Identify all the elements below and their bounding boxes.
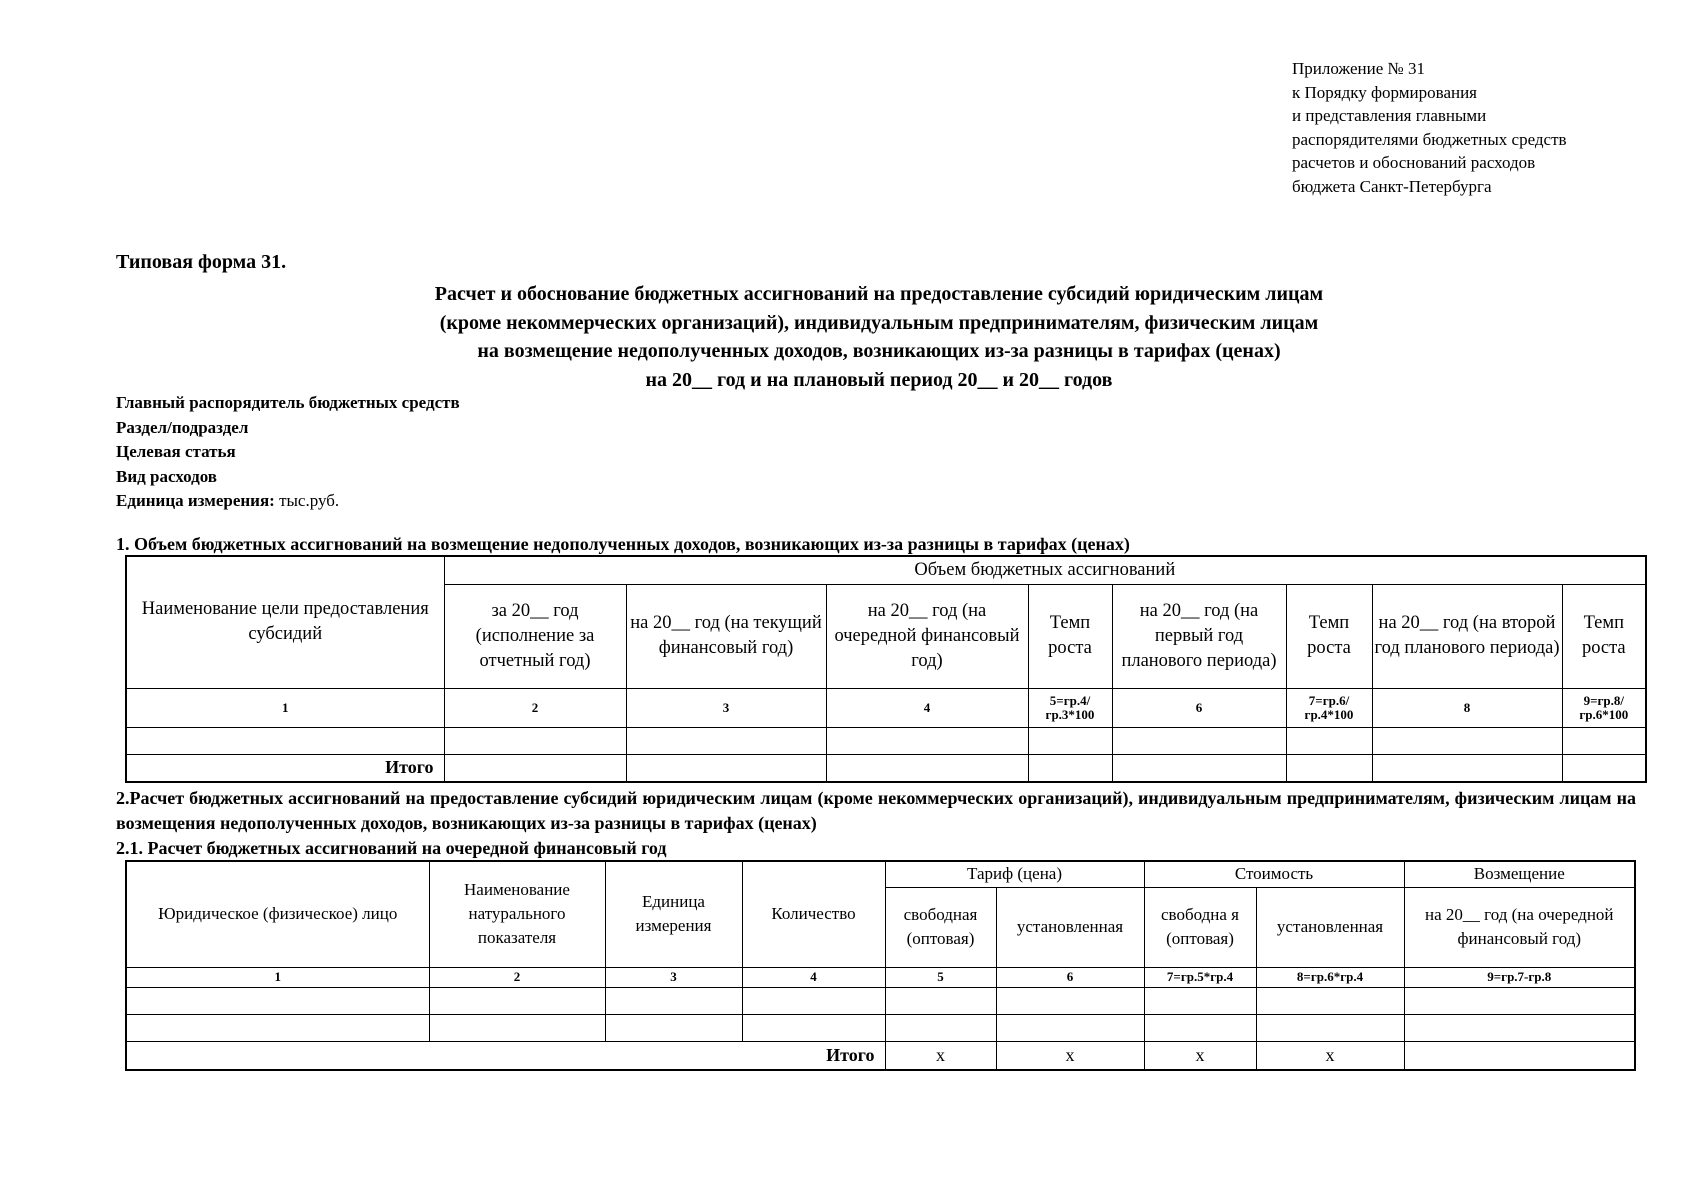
table-cell[interactable] bbox=[1286, 727, 1372, 754]
header-indicator: Наименование натурального показателя bbox=[429, 861, 605, 967]
table-cell[interactable] bbox=[885, 987, 996, 1014]
appendix-line: к Порядку формирования bbox=[1292, 82, 1477, 102]
section1-heading: 1. Объем бюджетных ассигнований на возмещение недополученных доходов, возникающих из-за разницы в тарифах (ценах) bbox=[116, 534, 1130, 554]
table-cell[interactable] bbox=[1256, 987, 1404, 1014]
header-growth-rate-2: Темп роста bbox=[1286, 584, 1372, 688]
col-number: 5=гр.4/ гр.3*100 bbox=[1028, 688, 1112, 727]
col-number: 2 bbox=[429, 967, 605, 987]
total-label: Итого bbox=[126, 1041, 885, 1070]
table-cell[interactable] bbox=[885, 1014, 996, 1041]
total-row bbox=[126, 1041, 1635, 1070]
table-cell[interactable] bbox=[605, 1014, 742, 1041]
table-cell[interactable] bbox=[1562, 754, 1646, 782]
table-cell[interactable] bbox=[1028, 727, 1112, 754]
table-cell[interactable] bbox=[1372, 727, 1562, 754]
table-cell[interactable] bbox=[626, 727, 826, 754]
col-number: 2 bbox=[444, 688, 626, 727]
appendix-block bbox=[1292, 57, 1567, 198]
appendix-line: расчетов и обоснований расходов bbox=[1292, 153, 1536, 172]
header-compensation: Возмещение bbox=[1404, 861, 1635, 887]
header-cost-free: свободна я (оптовая) bbox=[1144, 887, 1256, 967]
expense-type-label: Вид расходов bbox=[116, 466, 217, 486]
header-next-year: на 20__ год (на очередной финансовый год) bbox=[826, 584, 1028, 688]
subsidy-calc-table bbox=[125, 860, 1636, 1071]
table-row bbox=[126, 987, 1635, 1014]
table-cell[interactable] bbox=[1144, 1014, 1256, 1041]
header-plan-year-1: на 20__ год (на первый год планового периода) bbox=[1112, 584, 1286, 688]
table-cell[interactable] bbox=[1028, 754, 1112, 782]
table-cell[interactable] bbox=[1112, 727, 1286, 754]
table-cell[interactable] bbox=[126, 987, 429, 1014]
title-line: на возмещение недополученных доходов, возникающих из-за разницы в тарифах (ценах) bbox=[477, 340, 1281, 362]
col-number: 4 bbox=[826, 688, 1028, 727]
header-budget-volume: Объем бюджетных ассигнований bbox=[444, 556, 1646, 584]
header-growth-rate-3: Темп роста bbox=[1562, 584, 1646, 688]
col-number: 3 bbox=[605, 967, 742, 987]
header-unit: Единица измерения bbox=[605, 861, 742, 967]
header-quantity: Количество bbox=[742, 861, 885, 967]
header-cost-set: установленная bbox=[1256, 887, 1404, 967]
table-row bbox=[126, 1014, 1635, 1041]
table-cell[interactable] bbox=[826, 727, 1028, 754]
header-cost: Стоимость bbox=[1144, 861, 1404, 887]
table-cell[interactable] bbox=[742, 1014, 885, 1041]
col-number: 7=гр.6/ гр.4*100 bbox=[1286, 688, 1372, 727]
appendix-line: Приложение № 31 bbox=[1292, 59, 1425, 78]
header-tariff: Тариф (цена) bbox=[885, 861, 1144, 887]
unit-value: тыс.руб. bbox=[274, 491, 340, 510]
table-cell[interactable] bbox=[1404, 1041, 1635, 1070]
meta-block bbox=[116, 391, 460, 514]
table-cell[interactable] bbox=[605, 987, 742, 1014]
header-reporting-year: за 20__ год (исполнение за отчетный год) bbox=[444, 584, 626, 688]
section2-heading: 2.Расчет бюджетных ассигнований на предоставление субсидий юридическим лицам (кроме некоммерческих организаций), индивидуальным предпринимателям, физическим лицам на возмещения недополученных доходов, возникающих из-за разницы в тарифах (ценах) bbox=[116, 788, 1636, 833]
main-manager-label: Главный распорядитель бюджетных средств bbox=[116, 393, 460, 412]
unit-row bbox=[116, 489, 460, 514]
table-cell[interactable] bbox=[626, 754, 826, 782]
col-number: 9=гр.7-гр.8 bbox=[1404, 967, 1635, 987]
col-number: 1 bbox=[126, 967, 429, 987]
table-cell[interactable] bbox=[444, 727, 626, 754]
table-cell[interactable] bbox=[126, 1014, 429, 1041]
table-row bbox=[126, 727, 1646, 754]
table-cell[interactable] bbox=[1372, 754, 1562, 782]
header-tariff-free: свободная (оптовая) bbox=[885, 887, 996, 967]
header-growth-rate-1: Темп роста bbox=[1028, 584, 1112, 688]
table-cell[interactable] bbox=[429, 987, 605, 1014]
col-number: 7=гр.5*гр.4 bbox=[1144, 967, 1256, 987]
table-cell[interactable] bbox=[126, 727, 444, 754]
title-line: Расчет и обоснование бюджетных ассигнований на предоставление субсидий юридическим лицам bbox=[434, 283, 1324, 305]
header-plan-year-2: на 20__ год (на второй год планового периода) bbox=[1372, 584, 1562, 688]
section2-1-heading: 2.1. Расчет бюджетных ассигнований на очередной финансовый год bbox=[116, 838, 667, 858]
col-number: 1 bbox=[126, 688, 444, 727]
x-mark: х bbox=[885, 1041, 996, 1070]
target-article-label: Целевая статья bbox=[116, 442, 236, 461]
col-number: 4 bbox=[742, 967, 885, 987]
table-cell[interactable] bbox=[826, 754, 1028, 782]
section-label: Раздел/подраздел bbox=[116, 417, 249, 437]
table-cell[interactable] bbox=[429, 1014, 605, 1041]
header-entity: Юридическое (физическое) лицо bbox=[126, 861, 429, 967]
header-current-year: на 20__ год (на текущий финансовый год) bbox=[626, 584, 826, 688]
appendix-line: и представления главными bbox=[1292, 106, 1487, 125]
table-cell[interactable] bbox=[1562, 727, 1646, 754]
total-row bbox=[126, 754, 1646, 782]
col-number: 9=гр.8/ гр.6*100 bbox=[1562, 688, 1646, 727]
x-mark: х bbox=[1144, 1041, 1256, 1070]
document-title bbox=[230, 280, 1528, 394]
total-label: Итого bbox=[126, 754, 444, 782]
table-cell[interactable] bbox=[444, 754, 626, 782]
unit-label: Единица измерения: bbox=[116, 491, 275, 510]
col-number: 8 bbox=[1372, 688, 1562, 727]
table-cell[interactable] bbox=[1112, 754, 1286, 782]
col-number: 6 bbox=[996, 967, 1144, 987]
x-mark: х bbox=[996, 1041, 1144, 1070]
table-cell[interactable] bbox=[1144, 987, 1256, 1014]
appendix-line: бюджета Санкт-Петербурга bbox=[1292, 176, 1492, 196]
table-cell[interactable] bbox=[996, 987, 1144, 1014]
header-compensation-year: на 20__ год (на очередной финансовый год) bbox=[1404, 887, 1635, 967]
col-number: 3 bbox=[626, 688, 826, 727]
x-mark: х bbox=[1256, 1041, 1404, 1070]
table-cell[interactable] bbox=[742, 987, 885, 1014]
table-cell[interactable] bbox=[1256, 1014, 1404, 1041]
table-cell[interactable] bbox=[1286, 754, 1372, 782]
header-tariff-set: установленная bbox=[996, 887, 1144, 967]
table-cell[interactable] bbox=[996, 1014, 1144, 1041]
header-goal-name: Наименование цели предоставления субсидий bbox=[126, 556, 444, 688]
title-line: на 20__ год и на плановый период 20__ и 20__ годов bbox=[645, 368, 1113, 391]
title-line: (кроме некоммерческих организаций), индивидуальным предпринимателям, физическим лицам bbox=[439, 311, 1319, 334]
appendix-line: распорядителями бюджетных средств bbox=[1292, 129, 1567, 149]
form-number: Типовая форма 31. bbox=[116, 251, 287, 273]
budget-volume-table bbox=[125, 555, 1647, 783]
table-cell[interactable] bbox=[1404, 987, 1635, 1014]
col-number: 8=гр.6*гр.4 bbox=[1256, 967, 1404, 987]
col-number: 5 bbox=[885, 967, 996, 987]
col-number: 6 bbox=[1112, 688, 1286, 727]
table-cell[interactable] bbox=[1404, 1014, 1635, 1041]
